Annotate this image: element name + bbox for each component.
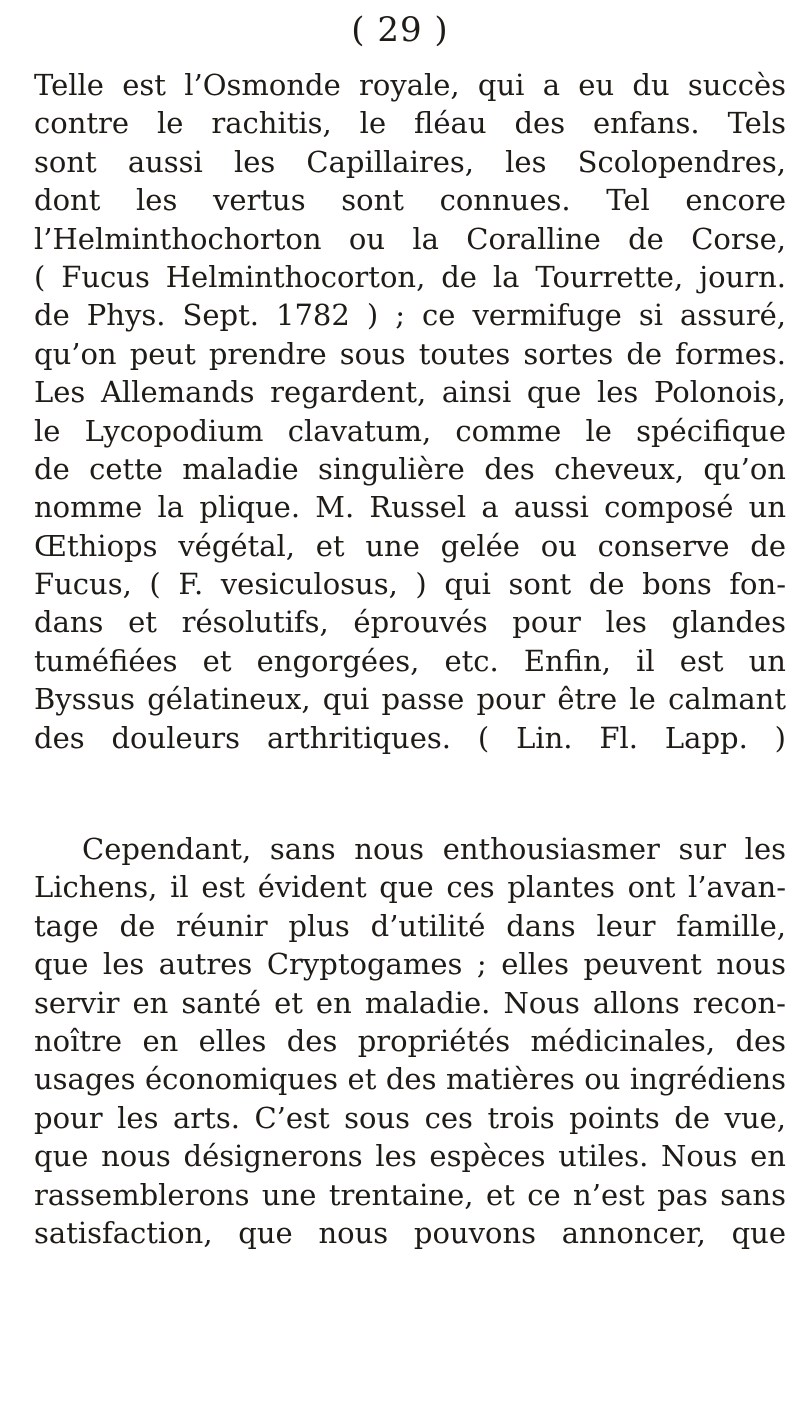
text-line: noître en elles des propriétés médicinales, des [34,1023,786,1058]
text-line: Lichens, il est évident que ces plantes ont l’avan- [34,870,786,905]
text-line: pour les arts. C’est sous ces trois points de vue, [34,1100,786,1135]
text-line: Byssus gélatineux, qui passe pour être le calmant [34,682,786,717]
page-number: ( 29 ) [351,10,449,50]
text-line: dont les vertus sont connues. Tel encore [34,183,786,218]
text-line: que nous désignerons les espèces utiles. Nous en [34,1139,786,1174]
paragraph-1 [34,66,786,757]
text-line: servir en santé et en maladie. Nous allons recon- [34,985,786,1020]
text-line: Œthiops végétal, et une gelée ou conserve de [34,528,786,563]
text-line: ( Fucus Helminthocorton, de la Tourrette, journ. [34,259,786,294]
text-line: sont aussi les Capillaires, les Scolopendres, [34,144,786,179]
text-line: de cette maladie singulière des cheveux, qu’on [34,451,786,486]
text-line: tage de réunir plus d’utilité dans leur famille, [34,908,786,943]
text-line: que les autres Cryptogames ; elles peuvent nous [34,947,786,982]
text-line: qu’on peut prendre sous toutes sortes de formes. [34,336,786,371]
text-line: Telle est l’Osmonde royale, qui a eu du succès [34,68,786,102]
text-line: Les Allemands regardent, ainsi que les Polonois, [34,375,786,410]
text-line: satisfaction, que nous pouvons annoncer, que [34,1215,786,1250]
text-line: des douleurs arthritiques. ( Lin. Fl. Lapp. ) [34,720,786,755]
text-line: le Lycopodium clavatum, comme le spécifique [34,413,786,448]
text-line: usages économiques et des matières ou ingrédiens [34,1062,786,1097]
text-line: rassemblerons une trentaine, et ce n’est pas sans [34,1177,786,1212]
text-line: l’Helminthochorton ou la Coralline de Corse, [34,221,786,256]
text-line: tuméfiées et engorgées, etc. Enfin, il est un [34,643,786,678]
text-line: contre le rachitis, le fléau des enfans. Tels [34,106,786,141]
text-line: Fucus, ( F. vesiculosus, ) qui sont de bons fon- [34,567,786,602]
text-line: nomme la plique. M. Russel a aussi composé un [34,490,786,525]
paragraph-2 [34,830,786,1252]
text-line: de Phys. Sept. 1782 ) ; ce vermifuge si assuré, [34,298,786,333]
text-line: dans et résolutifs, éprouvés pour les glandes [34,605,786,640]
text-line: Cependant, sans nous enthousiasmer sur les [82,832,786,866]
